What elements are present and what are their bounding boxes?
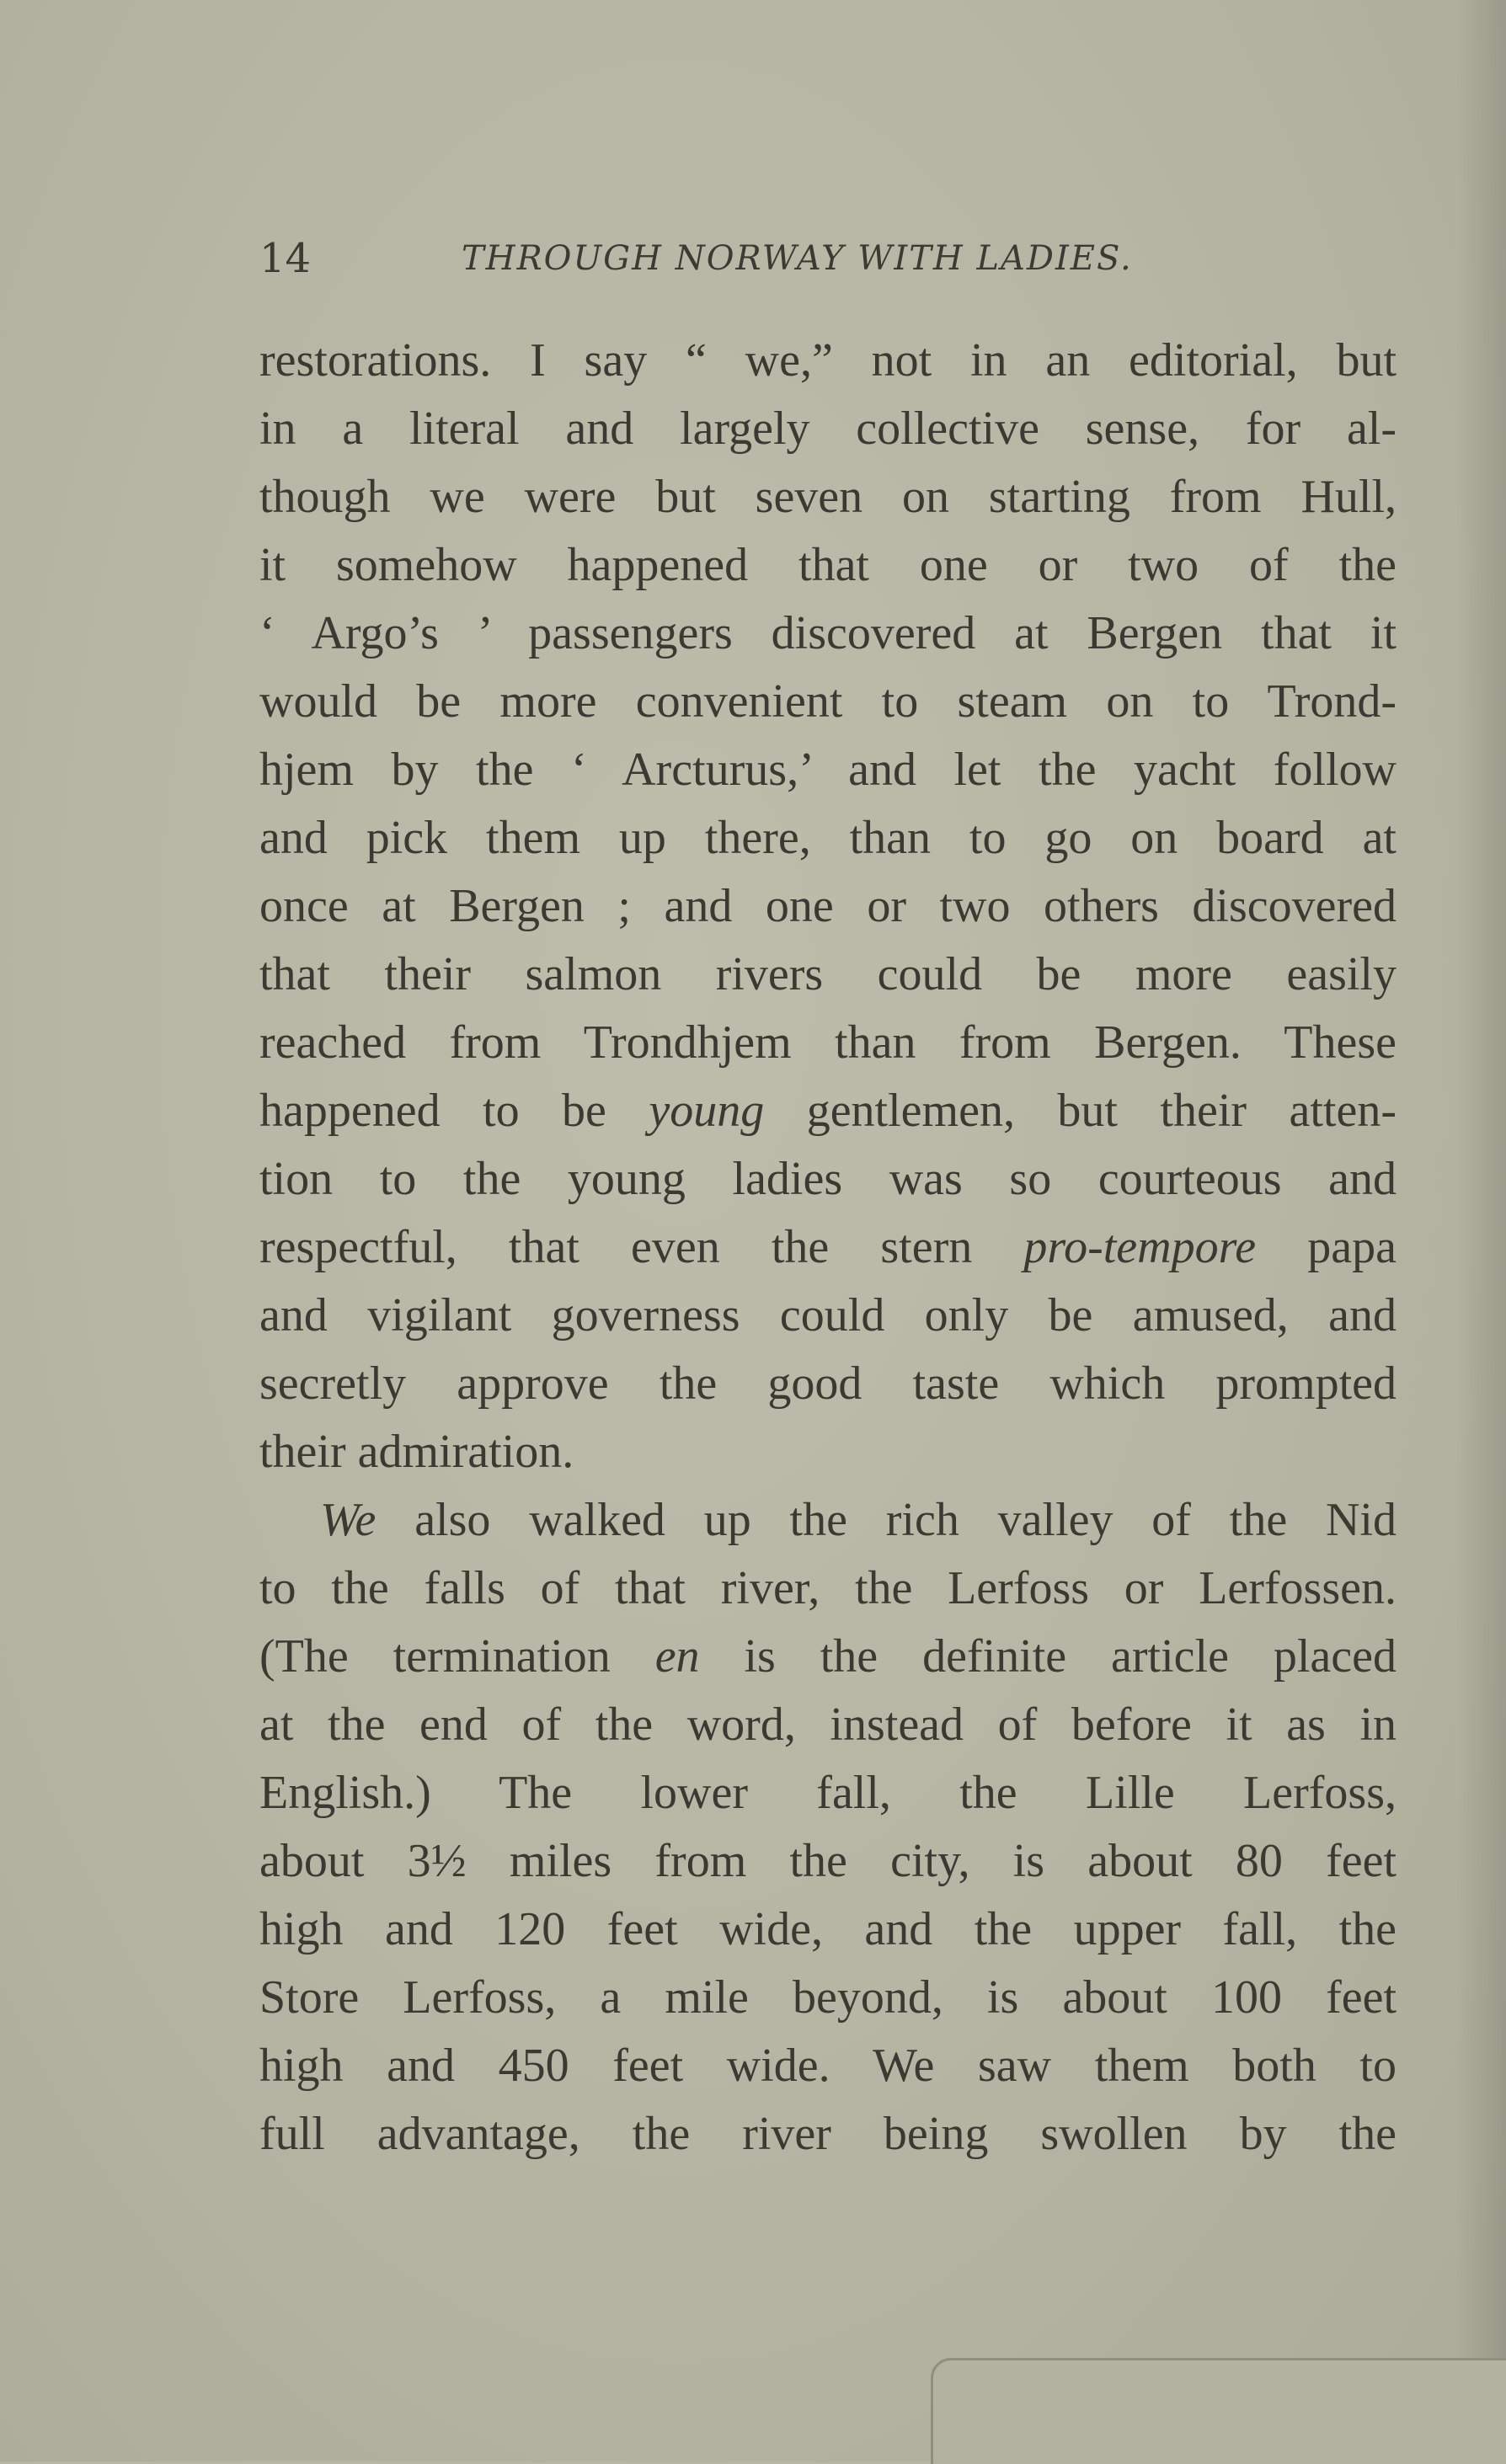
italic-word: young xyxy=(649,1085,765,1137)
body-text xyxy=(259,327,1397,2168)
text-line: and vigilant governess could only be amused, and xyxy=(259,1289,1397,1341)
page-number: 14 xyxy=(259,235,312,282)
text-line: tion to the young ladies was so courteous and xyxy=(259,1153,1397,1205)
text-line: would be more convenient to steam on to Trond- xyxy=(259,675,1397,728)
running-title: THROUGH NORWAY WITH LADIES. xyxy=(462,239,1133,278)
text-line: about 3½ miles from the city, is about 80 feet xyxy=(259,1835,1397,1887)
text-line: though we were but seven on starting from Hull, xyxy=(259,471,1397,523)
text-line: in a literal and largely collective sense, for al- xyxy=(259,403,1397,455)
page-header xyxy=(259,229,1397,288)
page-edge-shadow xyxy=(1455,0,1506,2461)
text-line: once at Bergen ; and one or two others discovered xyxy=(259,880,1397,932)
text-line: respectful, that even the stern pro-tempore papa xyxy=(259,1221,1397,1273)
paragraph-start-line: We also walked up the rich valley of the Nid xyxy=(320,1494,1397,1546)
italic-word: pro-tempore xyxy=(1023,1221,1257,1273)
text-line: hjem by the ‘ Arcturus,’ and let the yacht follow xyxy=(259,744,1397,796)
text-line: ‘ Argo’s ’ passengers discovered at Bergen that it xyxy=(259,607,1397,659)
text-line: to the falls of that river, the Lerfoss or Lerfossen. xyxy=(259,1562,1397,1614)
text-line: at the end of the word, instead of before it as in xyxy=(259,1699,1397,1751)
text-line: full advantage, the river being swollen by the xyxy=(259,2108,1397,2160)
italic-word: en xyxy=(654,1630,700,1683)
text-line: (The termination en is the definite article placed xyxy=(259,1630,1397,1683)
text-line: happened to be young gentlemen, but their atten- xyxy=(259,1085,1397,1137)
text-line: English.) The lower fall, the Lille Lerfoss, xyxy=(259,1767,1397,1819)
text-line: that their salmon rivers could be more easily xyxy=(259,948,1397,1000)
text-line: restorations. I say “ we,” not in an editorial, but xyxy=(259,334,1397,387)
text-line: it somehow happened that one or two of the xyxy=(259,539,1397,591)
text-line: high and 450 feet wide. We saw them both to xyxy=(259,2040,1397,2092)
text-line: Store Lerfoss, a mile beyond, is about 100 feet xyxy=(259,1971,1397,2024)
paper-slip xyxy=(931,2358,1506,2464)
text-line: and pick them up there, than to go on board at xyxy=(259,812,1397,864)
paragraph-end-line: their admiration. xyxy=(259,1426,574,1478)
text-line: reached from Trondhjem than from Bergen. These xyxy=(259,1016,1397,1069)
text-line: high and 120 feet wide, and the upper fall, the xyxy=(259,1903,1397,1955)
italic-word: We xyxy=(320,1494,376,1546)
text-line: secretly approve the good taste which prompted xyxy=(259,1357,1397,1410)
